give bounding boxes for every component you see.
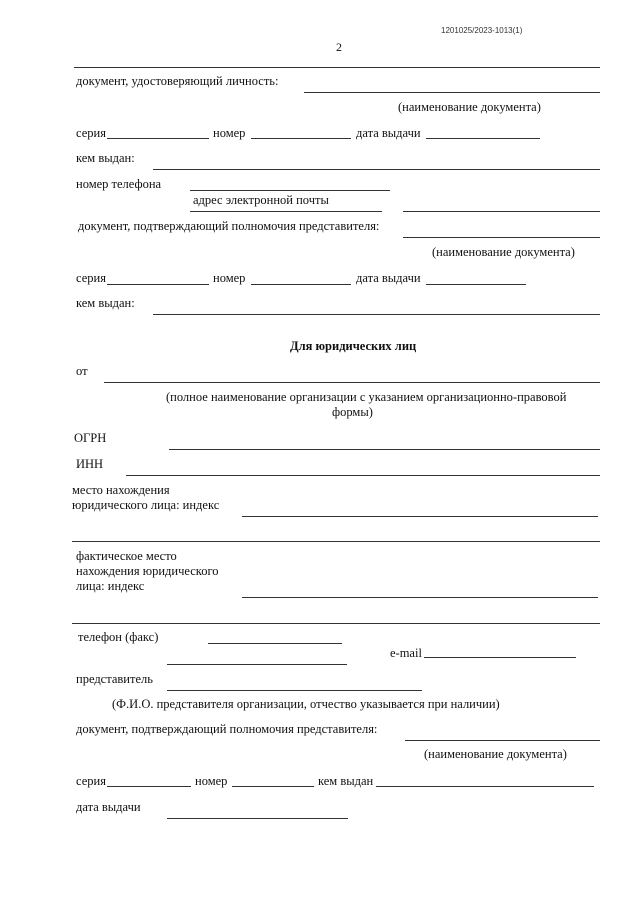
actual-location-label-3: лица: индекс [76,579,145,593]
email-field-left[interactable] [190,211,382,212]
legal-authority-doc-name-hint: (наименование документа) [424,747,567,761]
representative-field[interactable] [167,690,422,691]
inn-field[interactable] [126,475,600,476]
actual-location-label-1: фактическое место [76,549,177,563]
issued-by-field[interactable] [153,169,600,170]
legal-series-label: серия [76,774,106,788]
doc-name-hint: (наименование документа) [398,100,541,114]
location-index-field[interactable] [242,516,598,517]
issued-by2-field[interactable] [153,314,600,315]
legal-email-label: e-mail [390,646,422,660]
location-label-1: место нахождения [72,483,170,497]
page-number: 2 [336,40,342,54]
section-title: Для юридических лиц [290,339,417,353]
actual-address-field[interactable] [72,623,600,624]
phone-fax-field[interactable] [208,643,342,644]
legal-authority-doc-field[interactable] [405,740,600,741]
representative-label: представитель [76,672,153,686]
top-line[interactable] [74,67,600,68]
location-label-2: юридического лица: индекс [72,498,220,512]
issue-date-field[interactable] [426,138,540,139]
legal-issued-by-label: кем выдан [318,774,374,788]
legal-number-field[interactable] [232,786,314,787]
issue-date2-label: дата выдачи [356,271,421,285]
authority-doc-name-hint: (наименование документа) [432,245,575,259]
number-label: номер [213,126,246,140]
org-name-hint-2: формы) [332,405,373,419]
legal-number-label: номер [195,774,228,788]
authority-doc-label: документ, подтверждающий полномочия представителя: [78,219,380,233]
number2-label: номер [213,271,246,285]
phone-field[interactable] [190,190,390,191]
email-field-right[interactable] [403,211,600,212]
series-field[interactable] [107,138,209,139]
series2-label: серия [76,271,106,285]
ogrn-label: ОГРН [74,431,107,445]
actual-index-field[interactable] [242,597,598,598]
from-label: от [76,364,88,378]
issued-by-label: кем выдан: [76,151,135,165]
identity-doc-label: документ, удостоверяющий личность: [76,74,279,88]
issue-date2-field[interactable] [426,284,526,285]
phone-label: номер телефона [76,177,162,191]
authority-doc-field[interactable] [403,237,600,238]
issue-date-label: дата выдачи [356,126,421,140]
issued-by2-label: кем выдан: [76,296,135,310]
series2-field[interactable] [107,284,209,285]
phone-fax-field-2[interactable] [167,664,347,665]
series-label: серия [76,126,106,140]
document-number: 1201025/2023-1013(1) [441,26,523,35]
location-address-field[interactable] [72,541,600,542]
org-name-field[interactable] [104,382,600,383]
number2-field[interactable] [251,284,351,285]
legal-issued-by-field[interactable] [376,786,594,787]
number-field[interactable] [251,138,351,139]
phone-fax-label: телефон (факс) [78,630,159,644]
legal-email-field[interactable] [424,657,576,658]
ogrn-field[interactable] [169,449,600,450]
org-name-hint-1: (полное наименование организации с указанием организационно-правовой [166,390,567,404]
legal-issue-date-field[interactable] [167,818,348,819]
legal-series-field[interactable] [107,786,191,787]
representative-hint: (Ф.И.О. представителя организации, отчество указывается при наличии) [112,697,500,711]
legal-authority-doc-label: документ, подтверждающий полномочия представителя: [76,722,378,736]
legal-issue-date-label: дата выдачи [76,800,141,814]
inn-label: ИНН [76,457,104,471]
actual-location-label-2: нахождения юридического [76,564,219,578]
email-label: адрес электронной почты [193,193,329,207]
identity-doc-field[interactable] [304,92,600,93]
